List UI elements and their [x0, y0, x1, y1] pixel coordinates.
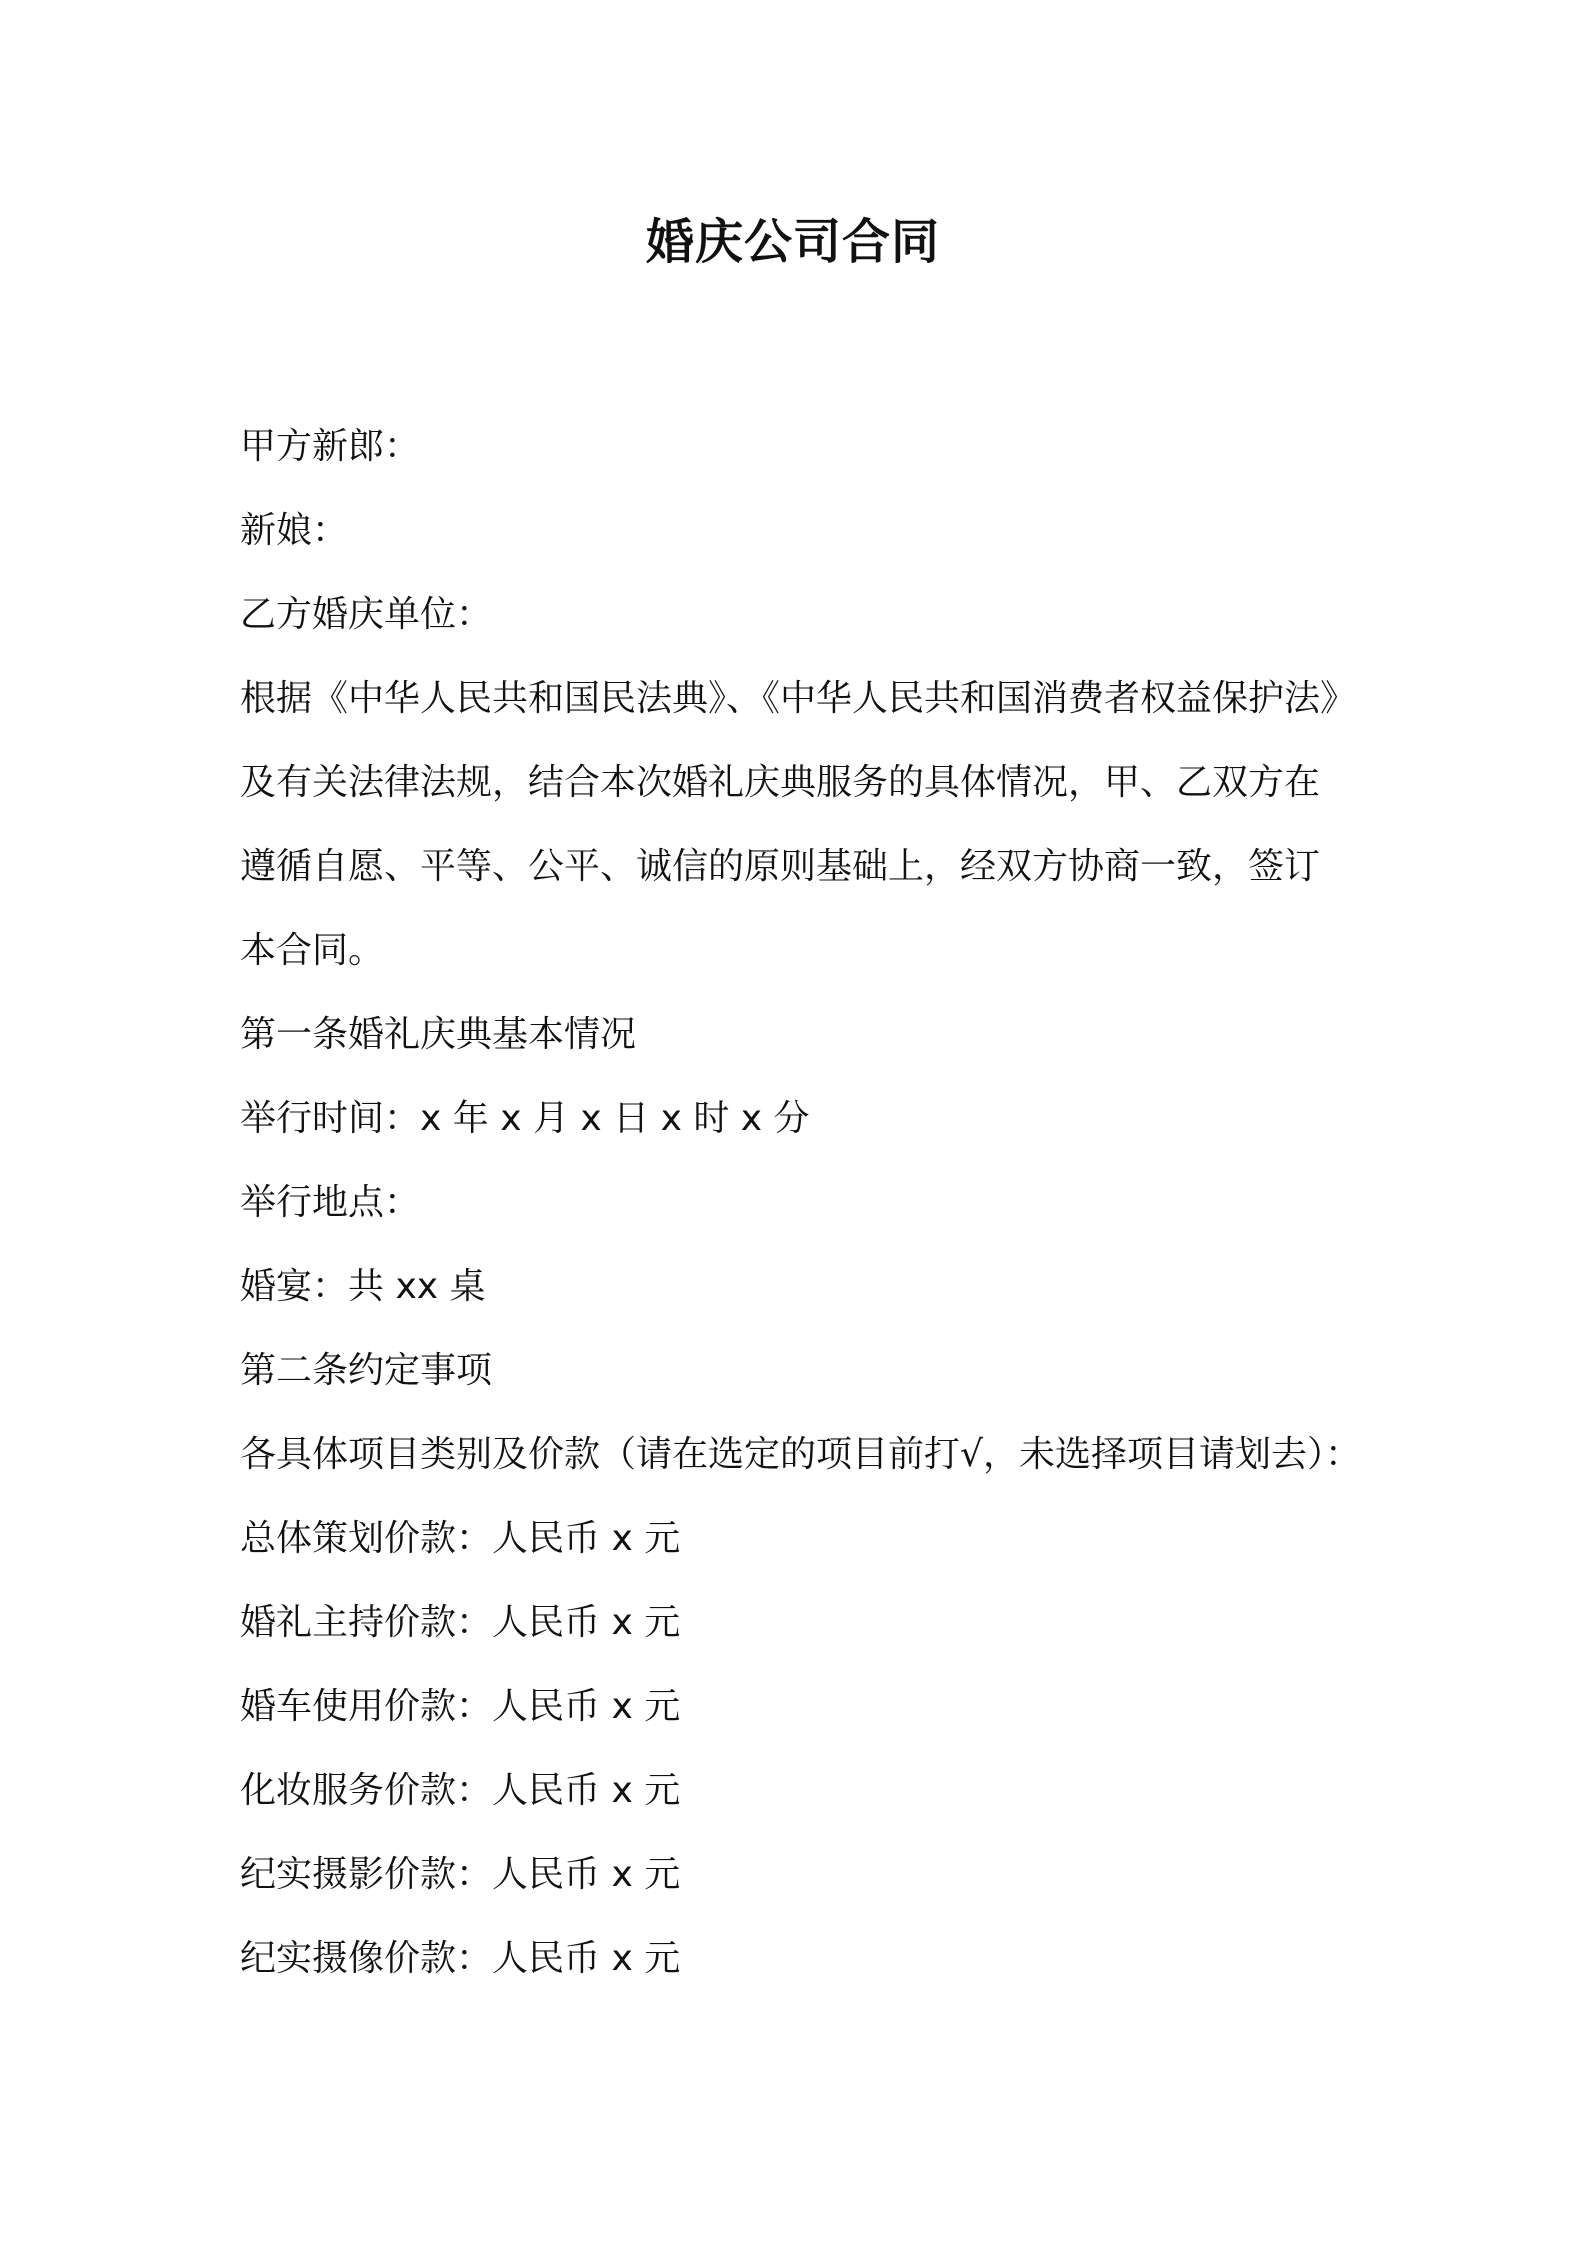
- price-item-planning: 总体策划价款：人民币 x 元: [240, 1518, 681, 1559]
- price-item-makeup: 化妆服务价款：人民币 x 元: [240, 1770, 681, 1811]
- preamble-line-2: 及有关法律法规，结合本次婚礼庆典服务的具体情况，甲、乙双方在: [240, 762, 1321, 803]
- preamble-line-1: 根据《中华人民共和国民法典》、《中华人民共和国消费者权益保护法》: [240, 678, 1357, 719]
- bride-line: 新娘：: [240, 510, 349, 551]
- party-a-groom-line: 甲方新郎：: [240, 426, 421, 467]
- price-item-wedding-car: 婚车使用价款：人民币 x 元: [240, 1686, 681, 1727]
- party-b-company-line: 乙方婚庆单位：: [240, 594, 493, 635]
- price-item-videography: 纪实摄像价款：人民币 x 元: [240, 1938, 681, 1979]
- article-1-heading: 第一条婚礼庆典基本情况: [240, 1014, 637, 1055]
- article-2-heading: 第二条约定事项: [240, 1350, 493, 1391]
- ceremony-time-line: 举行时间：x 年 x 月 x 日 x 时 x 分: [240, 1098, 810, 1139]
- banquet-tables-line: 婚宴：共 xx 桌: [240, 1266, 486, 1307]
- price-item-photography: 纪实摄影价款：人民币 x 元: [240, 1854, 681, 1895]
- ceremony-location-line: 举行地点：: [240, 1182, 421, 1223]
- price-item-host: 婚礼主持价款：人民币 x 元: [240, 1602, 681, 1643]
- preamble-line-4: 本合同。: [240, 930, 385, 971]
- items-instruction-line: 各具体项目类别及价款（请在选定的项目前打√，未选择项目请划去）：: [240, 1434, 1361, 1475]
- document-body: [240, 405, 1380, 2001]
- preamble-line-3: 遵循自愿、平等、公平、诚信的原则基础上，经双方协商一致，签订: [240, 846, 1321, 887]
- document-title: 婚庆公司合同: [645, 214, 940, 270]
